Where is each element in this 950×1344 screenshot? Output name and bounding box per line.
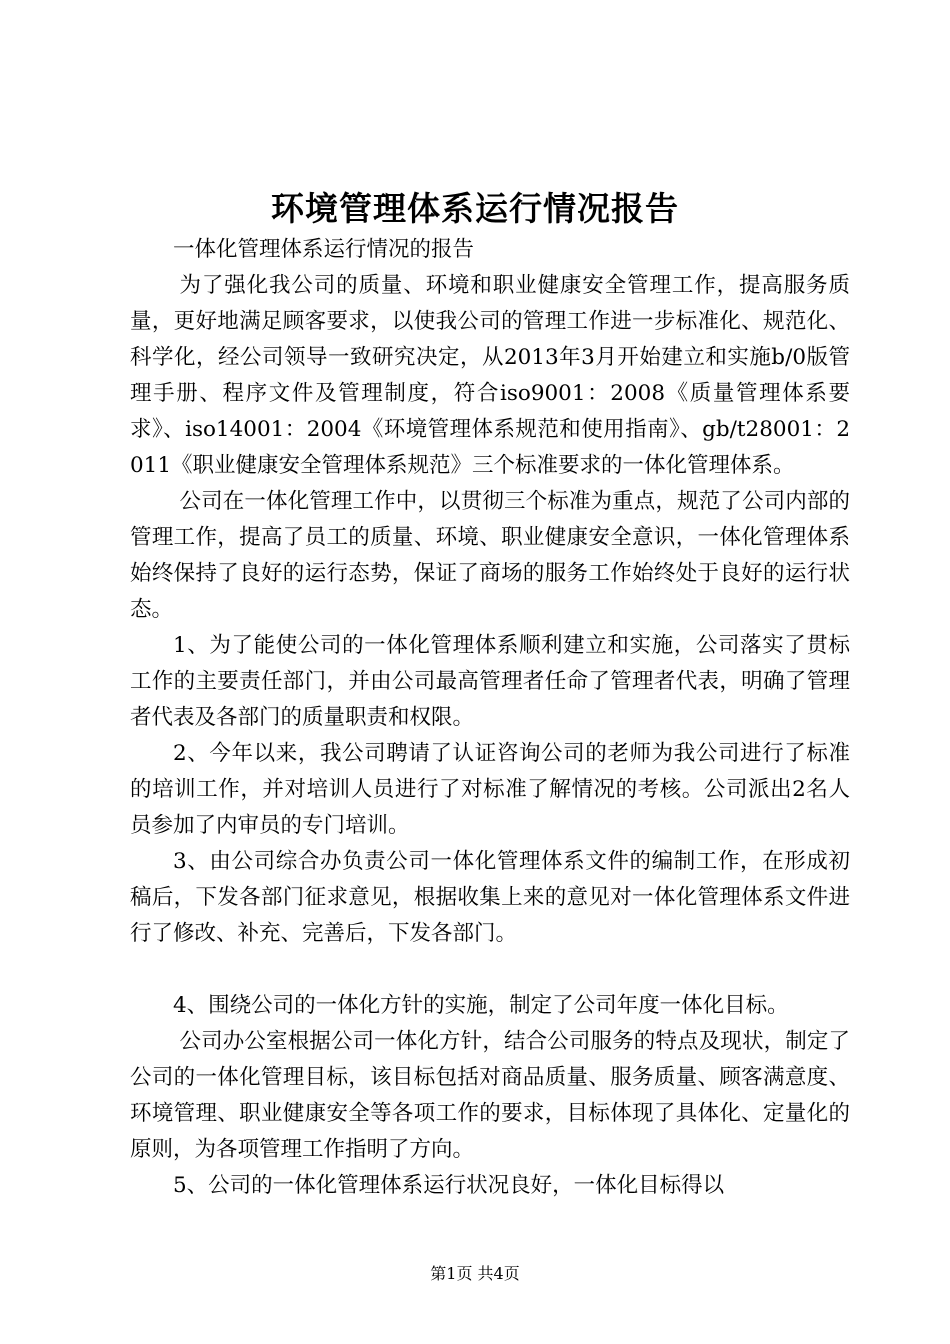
paragraph-item-3: 3、由公司综合办负责公司一体化管理体系文件的编制工作，在形成初稿后，下发各部门征求意见，根据收集上来的意见对一体化管理体系文件进行了修改、补充、完善后，下发各部门。: [130, 849, 850, 946]
paragraph-intro: 为了强化我公司的质量、环境和职业健康安全管理工作，提高服务质量，更好地满足顾客要求，以使我公司的管理工作进一步标准化、规范化、科学化，经公司领导一致研究决定，从2013年3月开始建立和实施b/0版管理手册、程序文件及管理制度，符合iso9001：2008《质量管理体系要求》、iso14001：2004《环境管理体系规范和使用指南》、gb/t28001：2011《职业健康安全管理体系规范》三个标准要求的一体化管理体系。: [130, 273, 850, 478]
paragraph-subtitle: 一体化管理体系运行情况的报告: [173, 237, 475, 262]
paragraph-objectives: 公司办公室根据公司一体化方针，结合公司服务的特点及现状，制定了公司的一体化管理目标，该目标包括对商品质量、服务质量、顾客满意度、环境管理、职业健康安全等各项工作的要求，目标体现了具体化、定量化的原则，为各项管理工作指明了方向。: [130, 1029, 850, 1162]
paragraph-item-1: 1、为了能使公司的一体化管理体系顺利建立和实施，公司落实了贯标工作的主要责任部门，并由公司最高管理者任命了管理者代表，明确了管理者代表及各部门的质量职责和权限。: [130, 633, 850, 730]
paragraph-overview: 公司在一体化管理工作中，以贯彻三个标准为重点，规范了公司内部的管理工作，提高了员工的质量、环境、职业健康安全意识，一体化管理体系始终保持了良好的运行态势，保证了商场的服务工作始终处于良好的运行状态。: [130, 489, 850, 622]
blank-line: [130, 952, 850, 988]
page-number: 第1页 共4页: [430, 1264, 520, 1283]
document-body: [130, 232, 850, 1204]
paragraph-item-5: 5、公司的一体化管理体系运行状况良好，一体化目标得以: [173, 1173, 725, 1198]
document-title: 环境管理体系运行情况报告: [271, 189, 679, 228]
paragraph-item-4: 4、围绕公司的一体化方针的实施，制定了公司年度一体化目标。: [173, 993, 789, 1018]
paragraph-item-2: 2、今年以来，我公司聘请了认证咨询公司的老师为我公司进行了标准的培训工作，并对培训人员进行了对标准了解情况的考核。公司派出2名人员参加了内审员的专门培训。: [130, 741, 850, 838]
